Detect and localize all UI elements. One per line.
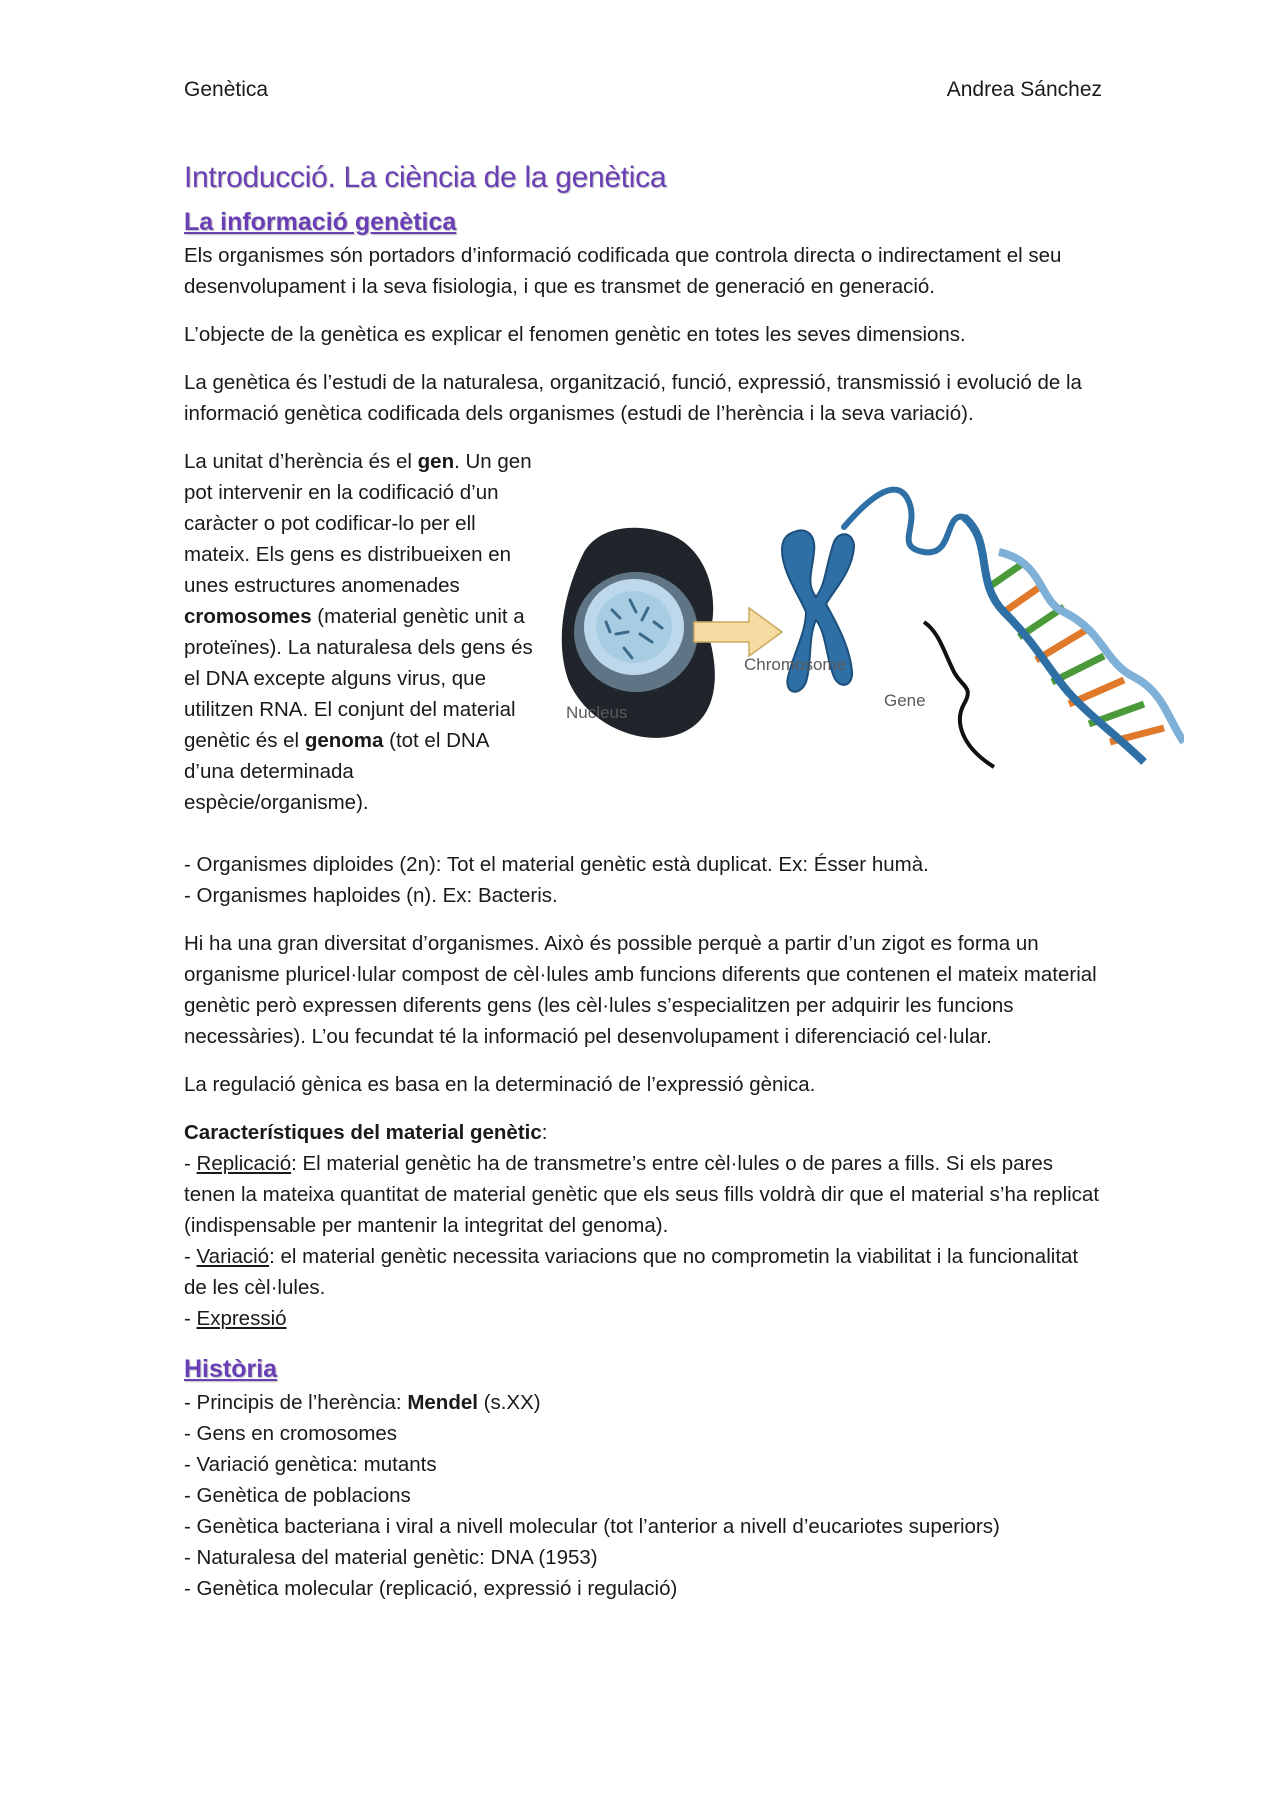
history-item: - Variació genètica: mutants [184, 1453, 437, 1476]
gene-text-3: (material genètic unit a proteïnes). La naturalesa dels gens és el DNA excepte alguns virus, que utilitzen RNA. El conjunt del material genètic és el [184, 605, 533, 752]
characteristic-variacio [184, 1241, 1104, 1303]
label-nucleus: Nucleus [566, 703, 628, 722]
dna-helix-illustration [844, 490, 1184, 762]
figure-section [184, 446, 1104, 832]
section-heading-historia: Història [184, 1355, 278, 1383]
paragraph-regulation: La regulació gènica es basa en la determinació de l’expressió gènica. [184, 1073, 816, 1096]
gene-text-4: (tot el DNA d’una determinada espècie/organisme). [184, 729, 489, 814]
gene-bracket-icon [924, 622, 994, 767]
gene-text-1: La unitat d’herència és el [184, 450, 418, 473]
paragraph-1: Els organismes són portadors d’informació codificada que controla directa o indirectament el seu desenvolupament i la seva fisiologia, i que es transmet de generació en generació. [184, 244, 1062, 298]
list-dash: - [184, 1152, 197, 1175]
history-list [184, 1387, 1104, 1604]
text-replicacio: : El material genètic ha de transmetre’s entre cèl·lules o de pares a fills. Si els pares tenen la mateixa quantitat de material genètic que els seus fills voldrà dir que el material s’ha replicat (indispensable per mantenir la integritat del genoma). [184, 1152, 1100, 1237]
gene-text-2: . Un gen pot intervenir en la codificació d’un caràcter o pot codificar-lo per ell mateix. Els gens es distribueixen en unes estructures anomenades [184, 450, 532, 597]
list-dash: - [184, 1307, 197, 1330]
history-item: - Naturalesa del material genètic: DNA (1953) [184, 1546, 598, 1569]
paragraph-3: La genètica és l’estudi de la naturalesa, organització, funció, expressió, transmissió i evolució de la informació genètica codificada dels organismes (estudi de l’herència i la seva variació). [184, 371, 1082, 425]
header-author: Andrea Sánchez [946, 78, 1102, 101]
gene-term-genoma: genoma [304, 729, 384, 752]
paragraph-diversity: Hi ha una gran diversitat d’organismes. Això és possible perquè a partir d’un zigot es forma un organisme pluricel·lular compost de cèl·lules amb funcions diferents que contenen el mateix material genètic però expressen diferents gens (les cèl·lules s’especialitzen per adquirir les funcions necessàries). L’ou fecundat té la informació pel desenvolupament i diferenciació cel·lular. [184, 932, 1097, 1048]
gene-paragraph [184, 446, 534, 818]
document-body [184, 156, 1104, 1621]
list-item-haploids: - Organismes haploides (n). Ex: Bacteris. [184, 884, 558, 907]
list-item-diploids: - Organismes diploides (2n): Tot el material genètic està duplicat. Ex: Ésser humà. [184, 853, 929, 876]
label-gene: Gene [884, 691, 926, 710]
dna-figure [544, 472, 1184, 772]
term-expressio: Expressió [196, 1307, 287, 1330]
characteristics-heading [184, 1117, 1104, 1148]
characteristic-replicacio [184, 1148, 1104, 1241]
organism-types-list [184, 849, 1104, 911]
list-dash: - [184, 1245, 197, 1268]
section-heading-informacio: La informació genètica [184, 208, 457, 236]
dna-illustration [544, 472, 1184, 772]
label-chromosome: Chromosome [744, 655, 847, 674]
gene-term-cromosomes: cromosomes [184, 605, 312, 628]
characteristics-heading-text: Característiques del material genètic [184, 1121, 542, 1144]
paragraph-2: L’objecte de la genètica es explicar el fenomen genètic en totes les seves dimensions. [184, 323, 966, 346]
document-title: Introducció. La ciència de la genètica [184, 161, 667, 194]
history-item-suffix: (s.XX) [477, 1391, 541, 1414]
history-item-prefix: - Principis de l’herència: [184, 1391, 408, 1414]
history-item [184, 1387, 1104, 1418]
term-variacio: Variació [196, 1245, 270, 1268]
history-item: - Genètica molecular (replicació, expressió i regulació) [184, 1577, 678, 1600]
gene-term-gen: gen [417, 450, 455, 473]
history-item: - Genètica de poblacions [184, 1484, 411, 1507]
characteristics-block [184, 1117, 1104, 1334]
characteristic-expressio [184, 1303, 1104, 1334]
history-item: - Genètica bacteriana i viral a nivell molecular (tot l’anterior a nivell d’eucariotes superiors) [184, 1515, 1000, 1538]
characteristics-colon: : [541, 1121, 548, 1144]
header-subject: Genètica [184, 78, 269, 101]
term-replicacio: Replicació [196, 1152, 292, 1175]
page-header [184, 78, 1102, 108]
text-variacio: : el material genètic necessita variacions que no comprometin la viabilitat i la funcionalitat de les cèl·lules. [184, 1245, 1079, 1299]
history-item-mendel: Mendel [407, 1391, 478, 1414]
history-item: - Gens en cromosomes [184, 1422, 398, 1445]
